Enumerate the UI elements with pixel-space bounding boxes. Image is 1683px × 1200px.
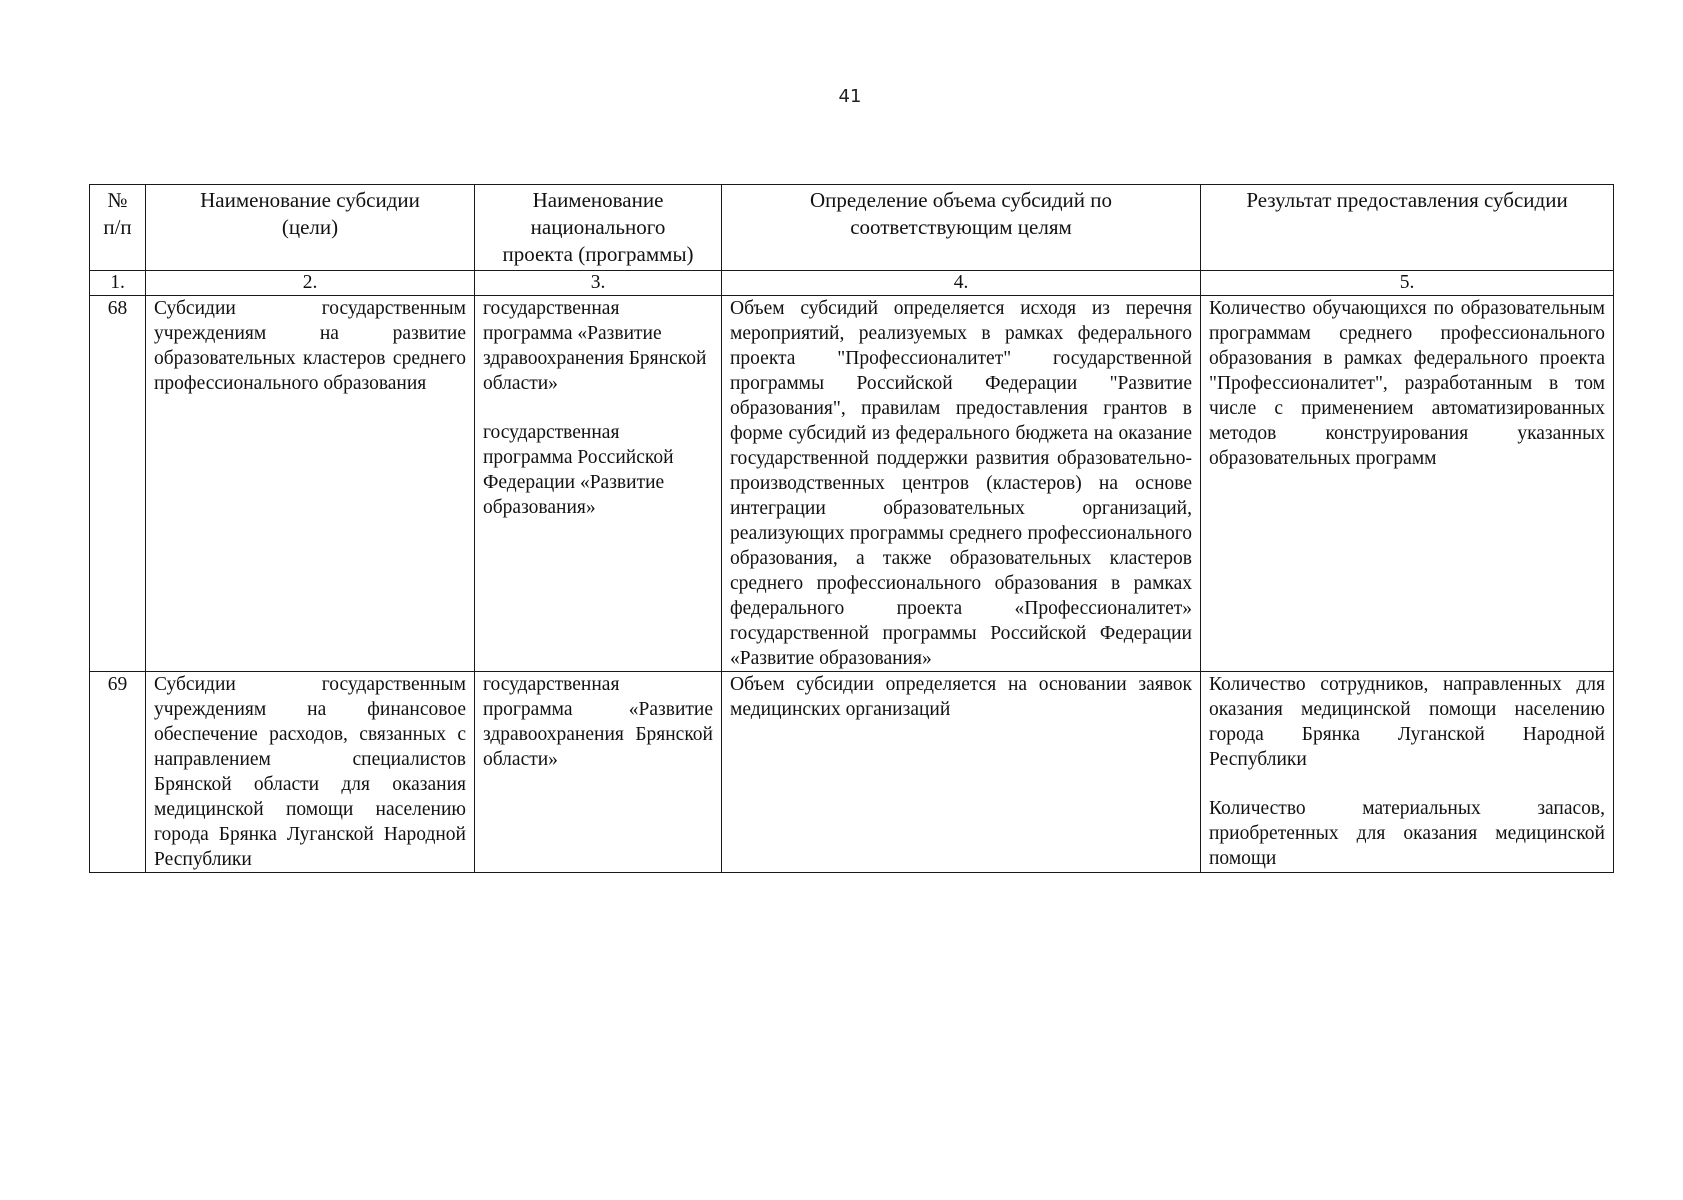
result-item: Количество материальных запасов, приобретенных для оказания медицинской помощи xyxy=(1209,798,1605,869)
header-result xyxy=(1201,185,1614,271)
header-project-name-line-3: проекта (программы) xyxy=(502,242,694,266)
table-row xyxy=(90,296,1614,672)
row-number: 68 xyxy=(90,296,146,672)
header-volume xyxy=(722,185,1201,271)
header-subsidy-name-line-1: Наименование субсидии xyxy=(200,188,420,212)
column-number-row xyxy=(90,271,1614,296)
result-item: Количество обучающихся по образовательным программам среднего профессионального образования в рамках федерального проекта "Профессионалитет", разработанным в том числе с применением автоматизированных методов конструирования указанных образовательных программ xyxy=(1209,298,1605,469)
column-number-3: 3. xyxy=(475,271,722,296)
project-item: государственная программа «Развитие здравоохранения Брянской области» xyxy=(483,298,707,394)
header-subsidy-name-line-2: (цели) xyxy=(281,215,339,239)
header-volume-line-2: соответствующим целям xyxy=(850,215,1072,239)
header-volume-line-1: Определение объема субсидий по xyxy=(809,188,1113,212)
table-header-row xyxy=(90,185,1614,271)
result-cell xyxy=(1201,296,1614,672)
header-subsidy-name xyxy=(146,185,475,271)
header-result-line-1: Результат предоставления субсидии xyxy=(1246,188,1568,212)
project-cell xyxy=(475,296,722,672)
volume-cell: Объем субсидий определяется исходя из перечня мероприятий, реализуемых в рамках федерального проекта "Профессионалитет" государственной программы Российской Федерации "Развитие образования", правилам предоставления грантов в форме субсидий из федерального бюджета на оказание государственной поддержки развития образовательно- производственных центров (кластеров) на основе интеграции образовательных организаций, реализующих программы среднего профессионального образования, а также образовательных кластеров среднего профессионального образования в рамках федерального проекта «Профессионалитет» государственной программы Российской Федерации «Развитие образования» xyxy=(722,296,1201,672)
result-item: Количество сотрудников, направленных для оказания медицинской помощи населению города Брянка Луганской Народной Республики xyxy=(1209,674,1605,770)
result-cell xyxy=(1201,672,1614,873)
project-cell xyxy=(475,672,722,873)
column-number-1: 1. xyxy=(90,271,146,296)
volume-cell: Объем субсидии определяется на основании заявок медицинских организаций xyxy=(722,672,1201,873)
header-number xyxy=(90,185,146,271)
row-number: 69 xyxy=(90,672,146,873)
header-project-name-line-2: национального xyxy=(530,215,666,239)
header-number-line-1: № xyxy=(107,188,128,212)
header-number-line-2: п/п xyxy=(103,215,132,239)
header-project-name xyxy=(475,185,722,271)
header-project-name-line-1: Наименование xyxy=(532,188,664,212)
project-item: государственная программа Российской Федерации «Развитие образования» xyxy=(483,422,674,518)
project-item: государственная программа «Развитие здравоохранения Брянской области» xyxy=(483,674,713,770)
column-number-5: 5. xyxy=(1201,271,1614,296)
subsidy-name-cell: Субсидии государственным учреждениям на развитие образовательных кластеров среднего профессионального образования xyxy=(146,296,475,672)
page-number: 41 xyxy=(838,86,862,107)
table-row xyxy=(90,672,1614,873)
subsidy-name-cell: Субсидии государственным учреждениям на финансовое обеспечение расходов, связанных с направлением специалистов Брянской области для оказания медицинской помощи населению города Брянка Луганской Народной Республики xyxy=(146,672,475,873)
subsidy-table xyxy=(89,184,1614,873)
column-number-2: 2. xyxy=(146,271,475,296)
column-number-4: 4. xyxy=(722,271,1201,296)
